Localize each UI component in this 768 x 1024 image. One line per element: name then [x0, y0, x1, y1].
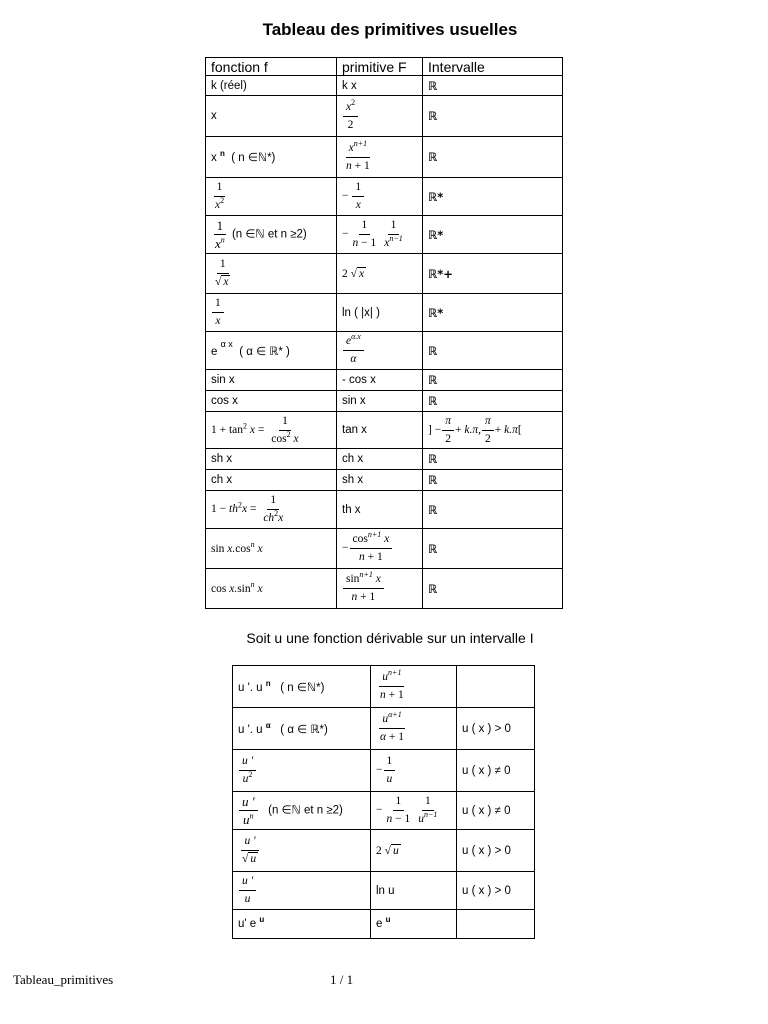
cell-f: k (réel) [206, 76, 337, 96]
cell-cond: u ( x ) > 0 [457, 872, 535, 910]
cell-F: $\frac{e^{\alpha.x}}{\alpha}$ [337, 332, 423, 370]
cell-cond: u ( x ) ≠ 0 [457, 792, 535, 830]
cell-F: − $\frac{1}{n - 1}$ $\frac{1}{u^{n-1}}$ [371, 792, 457, 830]
cell-F: − $\frac{1}{u}$ [371, 750, 457, 792]
cell-f: $1 + \tan^2 x$ = $\frac{1}{\cos^2 x}$ [206, 412, 337, 449]
table-row [206, 391, 563, 412]
cell-F: ln u [371, 872, 457, 910]
cell-I: ℝ [423, 529, 563, 569]
cell-f: u '. u $^n$ ( n ∈ℕ*) [233, 666, 371, 708]
cell-f: sin x [206, 370, 337, 391]
table-row [206, 254, 563, 294]
table-row [206, 76, 563, 96]
cell-F: $\frac{u^{n+1}}{n + 1}$ [371, 666, 457, 708]
cell-I: ℝ [423, 470, 563, 491]
cell-I: ℝ [423, 391, 563, 412]
cell-F: $\frac{\sin^{n+1} x}{n + 1}$ [337, 569, 423, 609]
cell-F: sin x [337, 391, 423, 412]
cell-I: ℝ [423, 569, 563, 609]
cell-f: $1 - th^2x$ = $\frac{1}{ch^2x}$ [206, 491, 337, 529]
table-row [206, 491, 563, 529]
header-intervalle: Intervalle [423, 58, 563, 76]
page-title: Tableau des primitives usuelles [262, 20, 518, 39]
table-row [206, 96, 563, 137]
cell-f: $\frac{u '}{u^2}$ [233, 750, 371, 792]
cell-F: − $\frac{1}{x}$ [337, 178, 423, 216]
cell-f: x [206, 96, 337, 137]
cell-F: sh x [337, 470, 423, 491]
cell-f: $\cos x.\sin^n$ x [206, 569, 337, 609]
cell-f: $\frac{1}{x^2}$ [206, 178, 337, 216]
cell-F: $\frac{x^2}{2}$ [337, 96, 423, 137]
table-row [233, 666, 535, 708]
cell-f: $\frac{u '}{u^n}$ (n ∈ℕ et n ≥2) [233, 792, 371, 830]
table-row [233, 750, 535, 792]
cell-f: $\frac{1}{x^n}$ (n ∈ℕ et n ≥2) [206, 216, 337, 254]
header-fonction: fonction f [206, 58, 337, 76]
cell-cond [457, 910, 535, 939]
cell-I: ℝ*+ [423, 254, 563, 294]
cell-F: 2 √ x [337, 254, 423, 294]
cell-cond [457, 666, 535, 708]
cell-cond: u ( x ) > 0 [457, 830, 535, 872]
cell-f: sh x [206, 449, 337, 470]
table-row [206, 294, 563, 332]
cell-I: ℝ [423, 332, 563, 370]
cell-cond: u ( x ) ≠ 0 [457, 750, 535, 792]
composite-primitives-table [232, 665, 535, 939]
cell-f: u' e $^u$ [233, 910, 371, 939]
cell-I: ℝ [423, 370, 563, 391]
cell-f: x $^n$ ( n ∈ℕ*) [206, 137, 337, 178]
cell-f: $\sin x.\cos^n$ x [206, 529, 337, 569]
cell-F: th x [337, 491, 423, 529]
table-row [206, 449, 563, 470]
table-row [206, 470, 563, 491]
cell-f: $\frac{1}{√ x}$ [206, 254, 337, 294]
cell-f: ch x [206, 470, 337, 491]
cell-F: ln ( |x| ) [337, 294, 423, 332]
cell-F: $\frac{x^{n+1}}{n + 1}$ [337, 137, 423, 178]
table-row [206, 370, 563, 391]
table-row [206, 216, 563, 254]
cell-f: $\frac{1}{x}$ [206, 294, 337, 332]
intro-text: Soit u une fonction dérivable sur un intervalle I [246, 630, 534, 646]
cell-I: ℝ [423, 96, 563, 137]
table-row [233, 872, 535, 910]
cell-F: tan x [337, 412, 423, 449]
table-row [233, 910, 535, 939]
cell-f: $\frac{u '}{√ u}$ [233, 830, 371, 872]
cell-F: $\frac{u^{\alpha+1}}{\alpha + 1}$ [371, 708, 457, 750]
cell-I: ℝ [423, 491, 563, 529]
cell-F: k x [337, 76, 423, 96]
footer-doc-name: Tableau_primitives [13, 972, 114, 987]
cell-I: ℝ [423, 449, 563, 470]
cell-I: ℝ* [423, 178, 563, 216]
table-row [206, 178, 563, 216]
primitives-table [205, 57, 563, 609]
cell-I: ] − $\frac{\pi}{2}$ + k.π, $\frac{\pi}{2}$ + k.π[ [423, 412, 563, 449]
table-header-row [206, 58, 563, 76]
cell-cond: u ( x ) > 0 [457, 708, 535, 750]
cell-F: − $\frac{1}{n - 1}$ $\frac{1}{x^{n-1}}$ [337, 216, 423, 254]
cell-I: ℝ [423, 137, 563, 178]
cell-F: - cos x [337, 370, 423, 391]
header-primitive: primitive F [337, 58, 423, 76]
table-row [206, 412, 563, 449]
cell-f: $\frac{u '}{u}$ [233, 872, 371, 910]
cell-F: − $\frac{\cos^{n+1} x}{n + 1}$ [337, 529, 423, 569]
cell-I: ℝ [423, 76, 563, 96]
cell-F: e $^u$ [371, 910, 457, 939]
cell-F: ch x [337, 449, 423, 470]
cell-I: ℝ* [423, 216, 563, 254]
footer-page-number: 1 / 1 [330, 972, 354, 987]
table-row [206, 569, 563, 609]
cell-F: 2 √ u [371, 830, 457, 872]
table-row [206, 332, 563, 370]
table-row [206, 529, 563, 569]
cell-f: e $^{\alpha x}$ ( α ∈ ℝ* ) [206, 332, 337, 370]
table-row [233, 792, 535, 830]
cell-I: ℝ* [423, 294, 563, 332]
table-row [233, 830, 535, 872]
table-row [206, 137, 563, 178]
table-row [233, 708, 535, 750]
cell-f: cos x [206, 391, 337, 412]
cell-f: u '. u $^\alpha$ ( α ∈ ℝ*) [233, 708, 371, 750]
